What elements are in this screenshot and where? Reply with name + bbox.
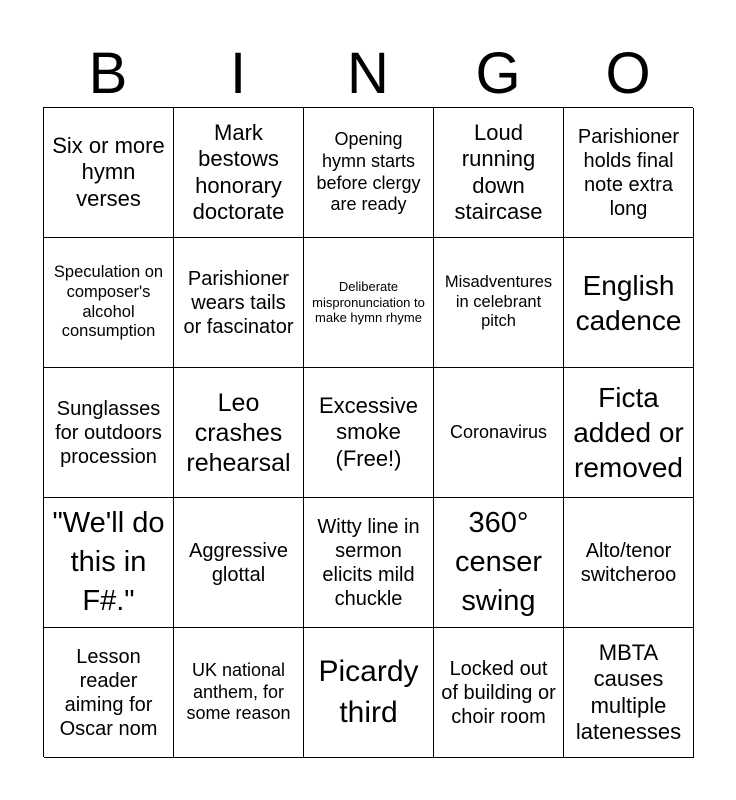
bingo-cell[interactable]: Witty line in sermon elicits mild chuckle — [304, 498, 434, 628]
bingo-cell[interactable]: Mark bestows honorary doctorate — [174, 108, 304, 238]
bingo-cell[interactable]: UK national anthem, for some reason — [174, 628, 304, 758]
bingo-cell[interactable]: Picardy third — [304, 628, 434, 758]
bingo-cell[interactable]: Ficta added or removed — [564, 368, 694, 498]
bingo-board — [43, 107, 693, 757]
bingo-cell[interactable]: "We'll do this in F#." — [44, 498, 174, 628]
bingo-cell[interactable]: English cadence — [564, 238, 694, 368]
bingo-cell[interactable]: Coronavirus — [434, 368, 564, 498]
bingo-cell[interactable]: Leo crashes rehearsal — [174, 368, 304, 498]
header-letter-g: G — [475, 41, 521, 106]
bingo-cell[interactable]: Misadventures in celebrant pitch — [434, 238, 564, 368]
bingo-cell[interactable]: Alto/tenor switcheroo — [564, 498, 694, 628]
bingo-cell[interactable]: 360° censer swing — [434, 498, 564, 628]
bingo-cell[interactable]: Parishioner wears tails or fascinator — [174, 238, 304, 368]
bingo-cell[interactable]: Lesson reader aiming for Oscar nom — [44, 628, 174, 758]
bingo-cell[interactable]: Speculation on composer's alcohol consumption — [44, 238, 174, 368]
bingo-cell[interactable]: MBTA causes multiple latenesses — [564, 628, 694, 758]
bingo-cell[interactable]: Sunglasses for outdoors procession — [44, 368, 174, 498]
bingo-cell[interactable]: Opening hymn starts before clergy are ready — [304, 108, 434, 238]
bingo-cell[interactable]: Parishioner holds final note extra long — [564, 108, 694, 238]
header-letter-b: B — [88, 41, 128, 106]
header-letter-n: N — [347, 41, 389, 106]
bingo-cell[interactable]: Loud running down staircase — [434, 108, 564, 238]
bingo-header — [43, 42, 693, 106]
bingo-cell[interactable]: Deliberate mispronunciation to make hymn rhyme — [304, 238, 434, 368]
bingo-cell[interactable]: Aggressive glottal — [174, 498, 304, 628]
header-letter-i: I — [229, 41, 247, 106]
header-letter-o: O — [605, 41, 651, 106]
bingo-cell[interactable]: Excessive smoke (Free!) — [304, 368, 434, 498]
bingo-cell[interactable]: Locked out of building or choir room — [434, 628, 564, 758]
bingo-cell[interactable]: Six or more hymn verses — [44, 108, 174, 238]
